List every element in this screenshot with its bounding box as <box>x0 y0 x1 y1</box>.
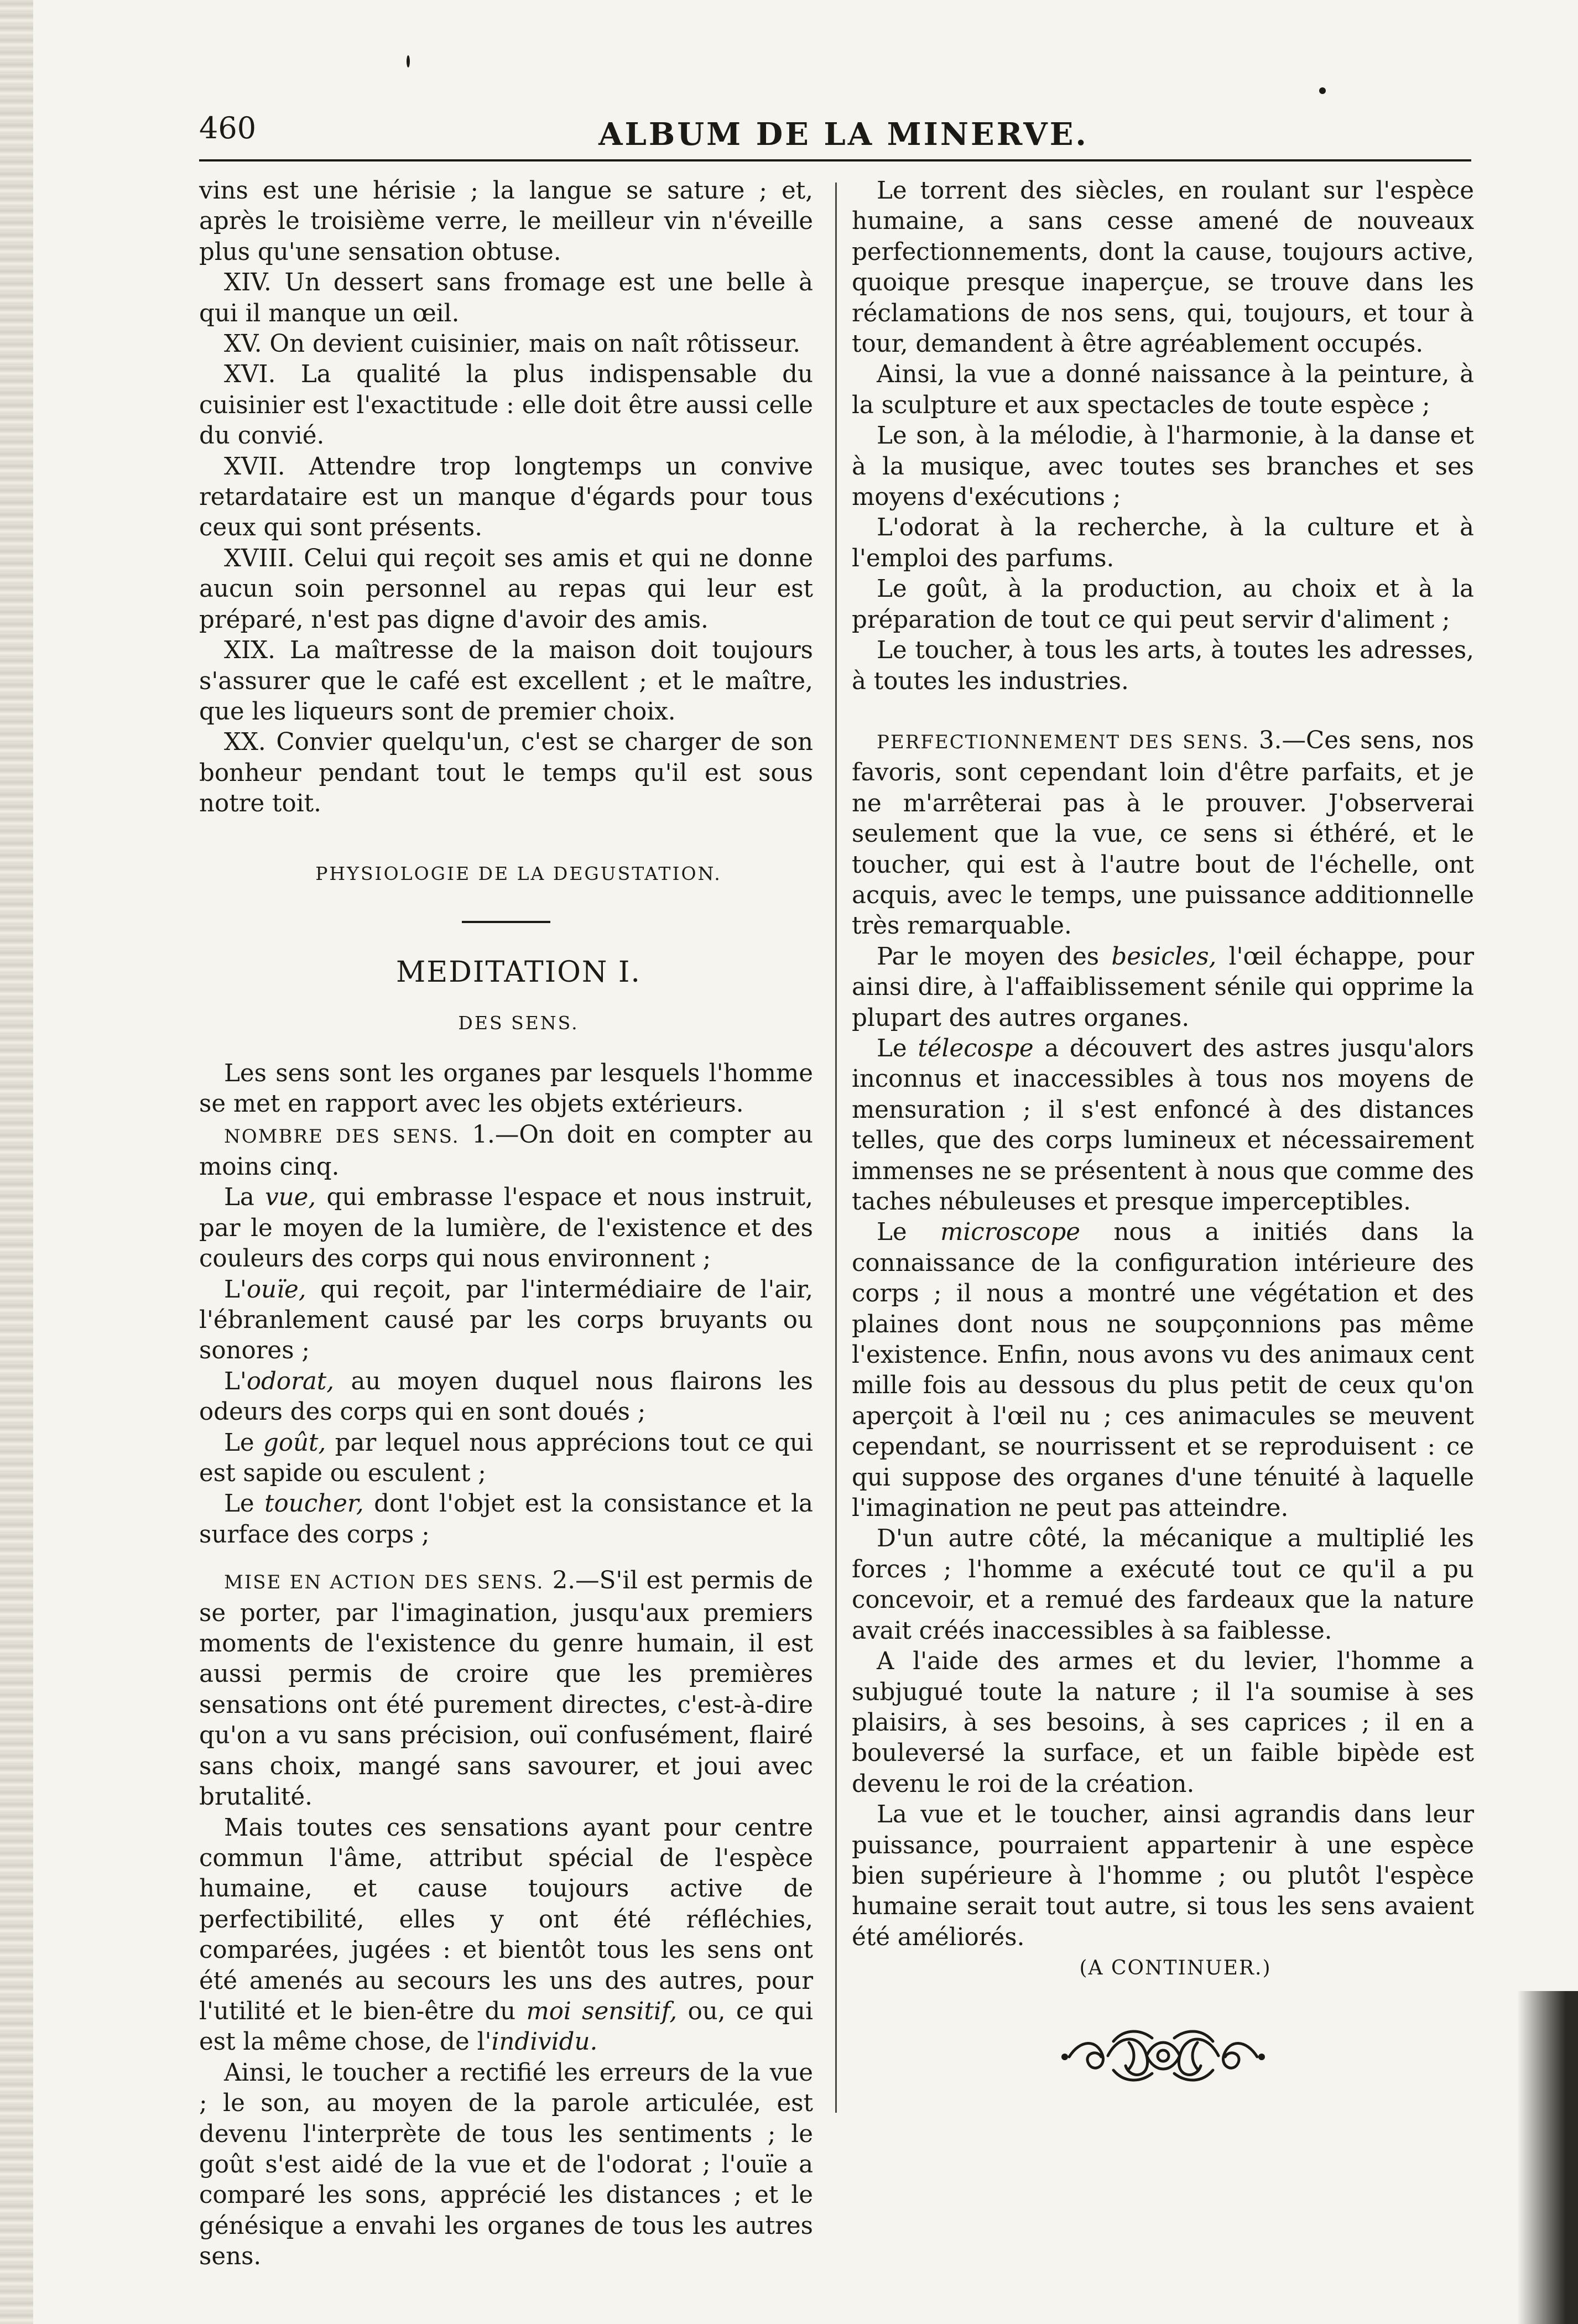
sense-lead: L' <box>224 1275 247 1304</box>
physiology-heading: PHYSIOLOGIE DE LA DEGUSTATION. <box>315 862 722 884</box>
art-vue: Ainsi, la vue a donné naissance à la peinture, à la sculpture et aux spectacles de toute espèce ; <box>852 361 1474 419</box>
sense-rest: au moyen duquel nous flairons les odeurs des corps qui en sont doués ; <box>199 1367 813 1426</box>
decorative-ornament <box>1058 2023 1268 2089</box>
telescope-paragraph <box>852 1034 1474 1217</box>
mais-text: ou, ce qui est la même chose, de l' <box>199 1997 813 2056</box>
agrandis-paragraph: La vue et le toucher, ainsi agrandis dans leur puissance, pourraient appartenir à une espèce bien supérieure à l'homme ; ou plutôt l'espèce humaine serait tout autre, si tous les sens avaient été améliorés. <box>852 1801 1474 1951</box>
scan-edge-left <box>0 0 33 2324</box>
aphorism-continuation: vins est une hérisie ; la langue se sature ; et, après le troisième verre, le meilleur vin n'éveille plus qu'une sensation obtuse. <box>199 177 813 266</box>
sense-rest: par lequel nous apprécions tout ce qui est sapide ou esculent ; <box>199 1429 813 1488</box>
nombre-paragraph <box>199 1120 813 1183</box>
sens-subheading: DES SENS. <box>458 1012 579 1034</box>
nombre-label: NOMBRE DES SENS. <box>224 1125 460 1148</box>
ainsi-paragraph: Ainsi, le toucher a rectifié les erreurs de la vue ; le son, au moyen de la parole articulée, est devenu l'interprète de tous les sentiments ; le goût s'est aidé de la vue et de l'odorat ; l'ouïe a comparé les sons, apprécié les distances ; et le génésique a envahi les organes de tous les autres sens. <box>199 2059 813 2271</box>
perfect-paragraph <box>852 726 1474 942</box>
page-header <box>199 94 1488 155</box>
mais-emphasis: individu. <box>491 2028 598 2056</box>
sense-name: odorat, <box>246 1367 335 1395</box>
meditation-title: MEDITATION I. <box>396 955 641 989</box>
aphorism-xix: XIX. La maîtresse de la maison doit toujours s'assurer que le café est excellent ; et le maître, que les liqueurs sont de premier choix. <box>199 637 813 726</box>
scan-edge-right <box>1517 1991 1578 2324</box>
continue-note: (A CONTINUER.) <box>1079 1957 1272 1980</box>
sense-ouie <box>199 1275 813 1367</box>
mais-text: Mais toutes ces sensations ayant pour centre commun l'âme, attribut spécial de l'espèce humaine, et cause toujours active de perfectibilité, elles y ont été réfléchies, comparées, jugées : et bientôt tous les sens ont été amenés au secours les uns des autres, pour l'utilité et le bien-être du <box>199 1814 813 2025</box>
telescope-text: Le <box>877 1034 918 1062</box>
mise-paragraph <box>199 1566 813 1812</box>
aphorism-xiv: XIV. Un dessert sans fromage est une belle à qui il manque un œil. <box>199 269 813 327</box>
sense-rest: qui reçoit, par l'intermédiaire de l'air, l'ébranlement causé par les corps bruyants ou sonores ; <box>199 1275 813 1365</box>
art-son: Le son, à la mélodie, à l'harmonie, à la danse et à la musique, avec toutes ses branches et ses moyens d'exécutions ; <box>852 422 1474 512</box>
aphorism-xvi: XVI. La qualité la plus indispensable du cuisinier est l'exactitude : elle doit être aussi celle du convié. <box>199 361 813 450</box>
sense-lead: Le <box>224 1490 265 1518</box>
sense-gout <box>199 1428 813 1489</box>
column-divider <box>835 183 837 2113</box>
art-gout: Le goût, à la production, au choix et à la préparation de tout ce qui peut servir d'aliment ; <box>852 575 1474 634</box>
running-title: ALBUM DE LA MINERVE. <box>598 116 1089 153</box>
sense-odorat <box>199 1367 813 1428</box>
sense-name: vue, <box>265 1184 316 1212</box>
mais-emphasis: moi sensitif, <box>526 1997 678 2025</box>
nombre-text: 1.—On doit en compter au moins cinq. <box>199 1121 814 1181</box>
aphorism-xv: XV. On devient cuisinier, mais on naît rôtisseur. <box>224 330 801 358</box>
telescope-emphasis: télecospe <box>918 1034 1034 1062</box>
art-odorat: L'odorat à la recherche, à la culture et à l'emploi des parfums. <box>852 514 1474 572</box>
intro-paragraph: Les sens sont les organes par lesquels l'homme se met en rapport avec les objets extérieurs. <box>199 1059 813 1118</box>
mecanique-paragraph: D'un autre côté, la mécanique a multiplié les forces ; l'homme a exécuté tout ce qu'il a pu concevoir, et a remué des fardeaux que la nature avait créés inaccessibles à sa faiblesse. <box>852 1525 1474 1645</box>
armes-paragraph: A l'aide des armes et du levier, l'homme a subjugué toute la nature ; il l'a soumise à ses plaisirs, à ses besoins, à ses caprices ; il en a bouleversé la surface, et un faible bipède est devenu le roi de la création. <box>852 1648 1474 1798</box>
sense-toucher <box>199 1489 813 1550</box>
heading-rule <box>462 921 550 923</box>
besicles-text: Par le moyen des <box>877 942 1112 971</box>
aphorism-xx: XX. Convier quelqu'un, c'est se charger de son bonheur pendant tout le temps qu'il est sous notre toit. <box>199 728 813 818</box>
art-toucher: Le toucher, à tous les arts, à toutes les adresses, à toutes les industries. <box>852 637 1474 695</box>
mise-text: 2.—S'il est permis de se porter, par l'imagination, jusqu'aux premiers moments de l'existence du genre humain, il est aussi permis de croire que les premières sensations ont été purement directes, c'est-à-dire qu'on a vu sans précision, ouï confusément, flairé sans choix, mangé sans savourer, et joui avec brutalité. <box>199 1567 814 1811</box>
microscope-paragraph <box>852 1217 1474 1524</box>
besicles-emphasis: besicles, <box>1111 942 1217 971</box>
sense-lead: Le <box>224 1429 263 1457</box>
microscope-text: Le <box>877 1218 941 1247</box>
sense-rest: dont l'objet est la consistance et la surface des corps ; <box>199 1490 813 1549</box>
perfect-label: PERFECTIONNEMENT DES SENS. <box>877 731 1250 753</box>
ink-speck <box>1319 87 1326 94</box>
sense-name: goût, <box>263 1429 326 1457</box>
right-column <box>852 176 1474 2089</box>
torrent-paragraph: Le torrent des siècles, en roulant sur l'espèce humaine, a sans cesse amené de nouveaux perfectionnements, dont la cause, toujours active, quoique presque inaperçue, se trouve dans les réclamations de nos sens, qui, toujours, et tour à tour, demandent à être agréablement occupés. <box>852 177 1474 358</box>
aphorism-xviii: XVIII. Celui qui reçoit ses amis et qui ne donne aucun soin personnel au repas qui leur est préparé, n'est pas digne d'avoir des amis. <box>199 544 813 634</box>
sense-lead: L' <box>224 1367 247 1395</box>
telescope-text: a découvert des astres jusqu'alors inconnus et inaccessibles à tous nos moyens de mensuration ; il s'est enfoncé à des distances telles, que des corps lumineux et nécessairement immenses ne se présentent à nous que comme des taches nébuleuses et presque imperceptibles. <box>852 1034 1474 1216</box>
mais-paragraph <box>199 1813 813 2058</box>
sense-name: toucher, <box>264 1490 364 1518</box>
sense-rest: qui embrasse l'espace et nous instruit, par le moyen de la lumière, de l'existence et des couleurs des corps qui nous environnent ; <box>199 1184 813 1273</box>
microscope-emphasis: microscope <box>940 1218 1081 1247</box>
besicles-text: l'œil échappe, pour ainsi dire, à l'affaiblissement sénile qui opprime la plupart des autres organes. <box>852 942 1474 1032</box>
microscope-text: nous a initiés dans la connaissance de la configuration intérieure des corps ; il nous a montré une végétation et des plaines dont nous ne soupçonnions pas même l'existence. Enfin, nous avons vu des animaux cent mille fois au dessous du plus petit de ceux qu'on aperçoit à l'œil nu ; ces animacules se meuvent cependant, se nourrissent et se reproduisent : ce qui suppose des organes d'une ténuité à laquelle l'imagination ne peut pas atteindre. <box>852 1218 1474 1523</box>
perfect-text: 3.—Ces sens, nos favoris, sont cependant loin d'être parfaits, et je ne m'arrêterai pas à le prouver. J'observerai seulement que la vue, ce sens si éthéré, et le toucher, qui est à l'autre bout de l'échelle, ont acquis, avec le temps, une puissance additionnelle très remarquable. <box>852 726 1474 940</box>
sense-vue <box>199 1182 813 1274</box>
ink-speck <box>407 55 410 67</box>
mise-label: MISE EN ACTION DES SENS. <box>224 1571 544 1594</box>
page-number: 460 <box>199 111 257 145</box>
sense-name: ouïe, <box>246 1275 306 1304</box>
sense-lead: La <box>224 1184 265 1212</box>
left-column <box>199 176 813 2273</box>
aphorism-xvii: XVII. Attendre trop longtemps un convive retardataire est un manque d'égards pour tous ceux qui sont présents. <box>199 452 813 542</box>
header-rule <box>199 159 1471 161</box>
besicles-paragraph <box>852 942 1474 1034</box>
